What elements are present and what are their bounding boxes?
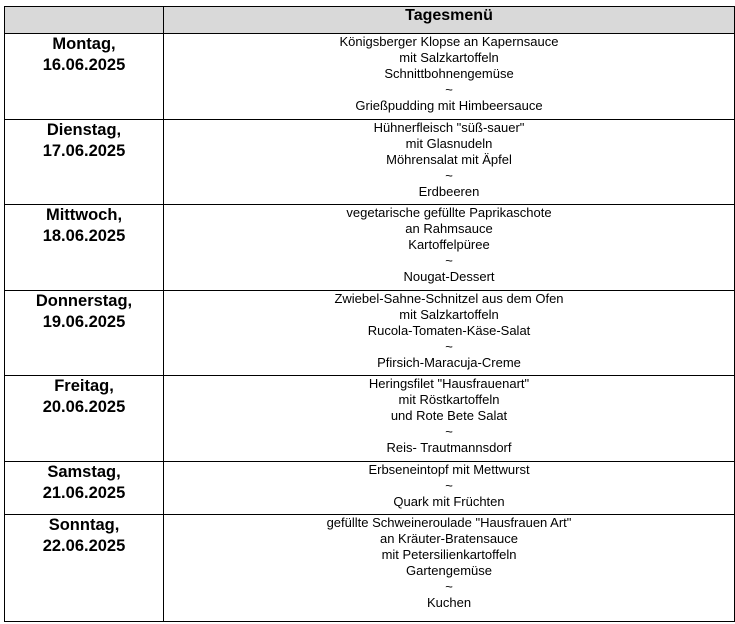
- dish-line: Erbseneintopf mit Mettwurst: [368, 462, 530, 477]
- menu-column-header: Tagesmenü: [164, 7, 735, 34]
- dishes-cell: [164, 462, 735, 515]
- header-corner-cell: [5, 7, 164, 34]
- dish-line: Zwiebel-Sahne-Schnitzel aus dem Ofen: [334, 291, 564, 306]
- dessert-line: Kuchen: [426, 594, 472, 610]
- tilde-separator: ~: [445, 167, 453, 183]
- dish-line: Möhrensalat mit Äpfel: [386, 151, 512, 167]
- header-row: [5, 7, 735, 34]
- day-cell: [5, 120, 164, 205]
- dish-line: mit Glasnudeln: [405, 135, 493, 151]
- weekday-label: Montag,: [52, 35, 116, 53]
- day-row: [5, 205, 735, 291]
- day-row: [5, 462, 735, 515]
- dessert-line: Grießpudding mit Himbeersauce: [355, 97, 543, 113]
- dish-line: Hühnerfleisch "süß-sauer": [373, 120, 525, 135]
- dishes-cell: [164, 515, 735, 622]
- day-row: [5, 515, 735, 622]
- dishes-cell: [164, 291, 735, 376]
- dish-line: an Kräuter-Bratensauce: [379, 530, 519, 546]
- dishes-cell: [164, 120, 735, 205]
- weekday-label: Freitag,: [54, 377, 114, 395]
- dish-line: mit Salzkartoffeln: [399, 49, 499, 65]
- weekday-label: Donnerstag,: [35, 292, 133, 310]
- tilde-separator: ~: [445, 252, 453, 268]
- date-label: 17.06.2025: [42, 142, 126, 160]
- dish-line: und Rote Bete Salat: [390, 407, 508, 423]
- day-cell: [5, 205, 164, 291]
- date-label: 16.06.2025: [42, 56, 126, 74]
- day-row: [5, 291, 735, 376]
- day-cell: [5, 462, 164, 515]
- dishes-cell: [164, 34, 735, 120]
- menu-table: [4, 6, 735, 622]
- date-label: 22.06.2025: [42, 537, 126, 555]
- tilde-separator: ~: [445, 338, 453, 354]
- dish-line: mit Salzkartoffeln: [399, 306, 499, 322]
- day-cell: [5, 34, 164, 120]
- weekday-label: Dienstag,: [46, 121, 122, 139]
- tilde-separator: ~: [445, 423, 453, 439]
- date-label: 20.06.2025: [42, 398, 126, 416]
- dish-line: an Rahmsauce: [405, 220, 493, 236]
- dessert-line: Reis- Trautmannsdorf: [386, 439, 512, 455]
- dessert-line: Pfirsich-Maracuja-Creme: [377, 354, 521, 370]
- weekday-label: Sonntag,: [48, 516, 120, 534]
- day-cell: [5, 291, 164, 376]
- dish-line: Rucola-Tomaten-Käse-Salat: [367, 322, 531, 338]
- tilde-separator: ~: [445, 578, 453, 594]
- dish-line: Kartoffelpüree: [408, 236, 490, 252]
- dish-line: Heringsfilet "Hausfrauenart": [368, 376, 530, 391]
- dishes-cell: [164, 205, 735, 291]
- dish-line: mit Röstkartoffeln: [398, 391, 500, 407]
- date-label: 18.06.2025: [42, 227, 126, 245]
- dishes-cell: [164, 376, 735, 462]
- day-row: [5, 34, 735, 120]
- tilde-separator: ~: [445, 81, 453, 97]
- day-cell: [5, 515, 164, 622]
- day-row: [5, 376, 735, 462]
- dessert-line: Quark mit Früchten: [393, 493, 505, 509]
- weekday-label: Samstag,: [47, 463, 121, 481]
- tilde-separator: ~: [445, 477, 453, 493]
- weekday-label: Mittwoch,: [45, 206, 123, 224]
- dish-line: Schnittbohnengemüse: [384, 65, 514, 81]
- dish-line: gefüllte Schweineroulade "Hausfrauen Art": [326, 515, 572, 530]
- dish-line: vegetarische gefüllte Paprikaschote: [346, 205, 552, 220]
- dish-line: Königsberger Klopse an Kapernsauce: [339, 34, 559, 49]
- day-cell: [5, 376, 164, 462]
- dish-line: Gartengemüse: [406, 562, 492, 578]
- date-label: 19.06.2025: [42, 313, 126, 331]
- day-row: [5, 120, 735, 205]
- date-label: 21.06.2025: [42, 484, 126, 502]
- dessert-line: Erdbeeren: [418, 183, 480, 199]
- dish-line: mit Petersilienkartoffeln: [381, 546, 517, 562]
- dessert-line: Nougat-Dessert: [403, 268, 495, 284]
